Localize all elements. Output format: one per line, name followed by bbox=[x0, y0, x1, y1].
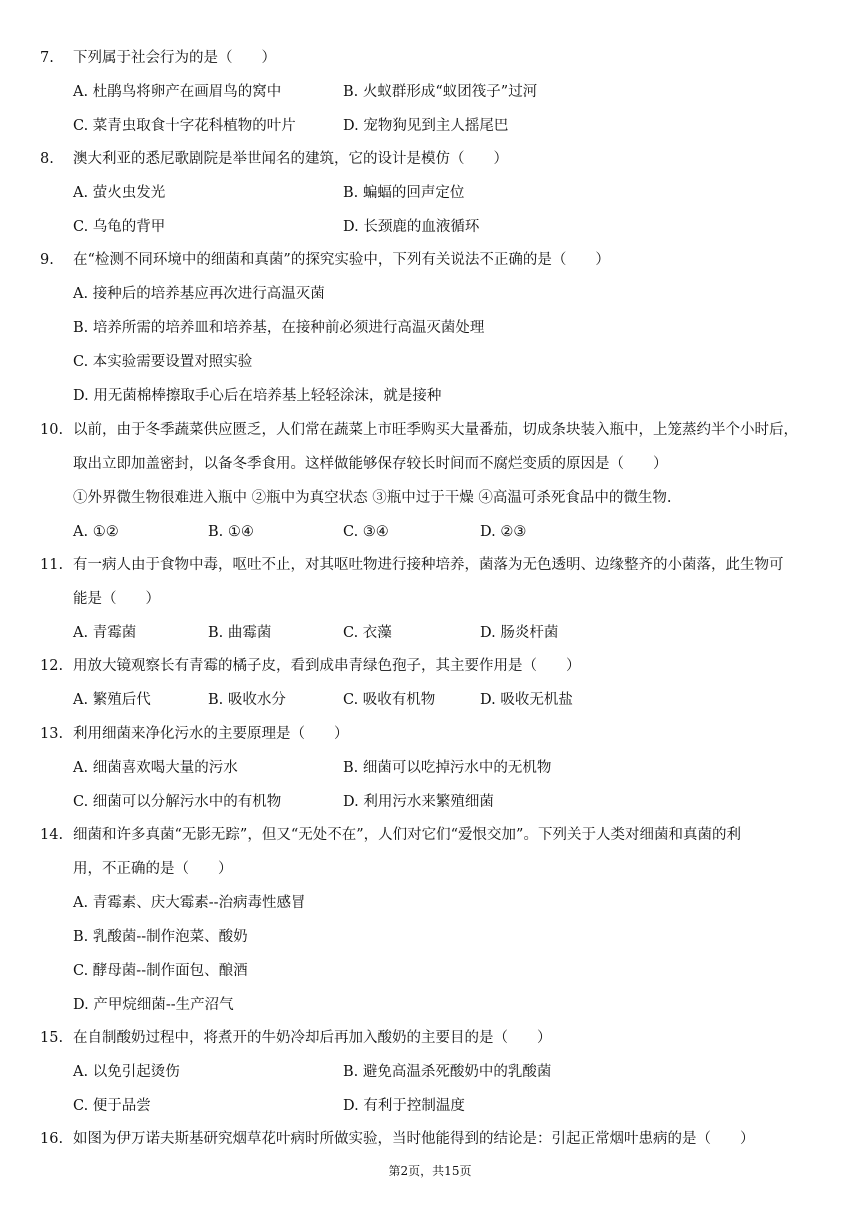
question-stem: 如图为伊万诺夫斯基研究烟草花叶病时所做实验，当时他能得到的结论是：引起正常烟叶患病的是（ ） bbox=[73, 1131, 755, 1147]
option-b[interactable]: B. 蝙蝠的回声定位 bbox=[343, 185, 465, 201]
question-stem: 澳大利亚的悉尼歌剧院是举世闻名的建筑，它的设计是模仿（ ） bbox=[73, 151, 508, 167]
option-a[interactable]: A. 细菌喜欢喝大量的污水 bbox=[73, 760, 238, 776]
option-c[interactable]: C. 便于品尝 bbox=[73, 1098, 151, 1114]
option-d[interactable]: D. 用无菌棉棒擦取手心后在培养基上轻轻涂沫，就是接种 bbox=[73, 388, 442, 404]
option-a[interactable]: A. 繁殖后代 bbox=[73, 692, 151, 708]
option-d[interactable]: D. 长颈鹿的血液循环 bbox=[343, 219, 480, 235]
statement-list: ①外界微生物很难进入瓶中 ②瓶中为真空状态 ③瓶中过于干燥 ④高温可杀死食品中的微生物. bbox=[73, 490, 672, 506]
option-a[interactable]: A. 接种后的培养基应再次进行高温灭菌 bbox=[73, 286, 325, 302]
question-13 bbox=[40, 724, 349, 744]
question-stem: 用放大镜观察长有青霉的橘子皮，看到成串青绿色孢子，其主要作用是（ ） bbox=[73, 658, 581, 674]
question-stem-continued: 取出立即加盖密封，以备冬季食用。这样做能够保存较长时间而不腐烂变质的原因是（ ） bbox=[73, 456, 668, 472]
option-d[interactable]: D. 产甲烷细菌--生产沼气 bbox=[73, 997, 234, 1013]
option-a[interactable]: A. 青霉菌 bbox=[73, 625, 137, 641]
question-stem: 细菌和许多真菌“无影无踪”，但又“无处不在”，人们对它们“爱恨交加”。下列关于人类对细菌和真菌的利 bbox=[73, 827, 741, 843]
question-stem-continued: 用，不正确的是（ ） bbox=[73, 861, 233, 877]
question-15 bbox=[40, 1028, 552, 1048]
option-b[interactable]: B. 培养所需的培养皿和培养基，在接种前必须进行高温灭菌处理 bbox=[73, 320, 485, 336]
option-a[interactable]: A. 萤火虫发光 bbox=[73, 185, 166, 201]
option-b[interactable]: B. 吸收水分 bbox=[208, 692, 286, 708]
question-14 bbox=[40, 825, 741, 845]
option-c[interactable]: C. 衣藻 bbox=[343, 625, 392, 641]
option-a[interactable]: A. 以免引起烫伤 bbox=[73, 1064, 180, 1080]
option-b[interactable]: B. 乳酸菌--制作泡菜、酸奶 bbox=[73, 929, 248, 945]
question-stem: 利用细菌来净化污水的主要原理是（ ） bbox=[73, 726, 349, 742]
option-c[interactable]: C. 酵母菌--制作面包、酿酒 bbox=[73, 963, 248, 979]
option-d[interactable]: D. 有利于控制温度 bbox=[343, 1098, 465, 1114]
question-7 bbox=[40, 48, 276, 68]
option-c[interactable]: C. 本实验需要设置对照实验 bbox=[73, 354, 253, 370]
question-stem: 以前，由于冬季蔬菜供应匮乏，人们常在蔬菜上市旺季购买大量番茄，切成条块装入瓶中，上笼蒸约半个小时后， bbox=[73, 422, 798, 438]
option-d[interactable]: D. 肠炎杆菌 bbox=[480, 625, 559, 641]
option-d[interactable]: D. 利用污水来繁殖细菌 bbox=[343, 794, 494, 810]
option-a[interactable]: A. 青霉素、庆大霉素--治病毒性感冒 bbox=[73, 895, 306, 911]
question-stem: 有一病人由于食物中毒，呕吐不止，对其呕吐物进行接种培养，菌落为无色透明、边缘整齐的小菌落，此生物可 bbox=[73, 557, 784, 573]
question-number: 8. bbox=[40, 151, 54, 167]
option-d[interactable]: D. ②③ bbox=[480, 524, 527, 540]
option-c[interactable]: C. 菜青虫取食十字花科植物的叶片 bbox=[73, 118, 296, 134]
question-stem: 下列属于社会行为的是（ ） bbox=[73, 50, 276, 66]
question-16 bbox=[40, 1129, 755, 1149]
question-number: 12. bbox=[40, 658, 64, 674]
question-number: 15. bbox=[40, 1030, 64, 1046]
question-10 bbox=[40, 420, 798, 440]
question-number: 9. bbox=[40, 252, 54, 268]
question-stem: 在“检测不同环境中的细菌和真菌”的探究实验中，下列有关说法不正确的是（ ） bbox=[73, 252, 610, 268]
option-b[interactable]: B. 火蚁群形成“蚁团筏子”过河 bbox=[343, 84, 538, 100]
question-9 bbox=[40, 250, 610, 270]
question-stem: 在自制酸奶过程中，将煮开的牛奶冷却后再加入酸奶的主要目的是（ ） bbox=[73, 1030, 552, 1046]
option-b[interactable]: B. 曲霉菌 bbox=[208, 625, 272, 641]
question-number: 7. bbox=[40, 50, 54, 66]
question-8 bbox=[40, 149, 508, 169]
page-footer: 第2页，共15页 bbox=[388, 1164, 472, 1178]
option-d[interactable]: D. 宠物狗见到主人摇尾巴 bbox=[343, 118, 509, 134]
question-number: 14. bbox=[40, 827, 64, 843]
option-c[interactable]: C. ③④ bbox=[343, 524, 389, 540]
option-a[interactable]: A. ①② bbox=[73, 524, 119, 540]
question-number: 16. bbox=[40, 1131, 64, 1147]
option-c[interactable]: C. 细菌可以分解污水中的有机物 bbox=[73, 794, 282, 810]
option-b[interactable]: B. 避免高温杀死酸奶中的乳酸菌 bbox=[343, 1064, 552, 1080]
question-11 bbox=[40, 555, 784, 575]
option-d[interactable]: D. 吸收无机盐 bbox=[480, 692, 573, 708]
option-a[interactable]: A. 杜鹃鸟将卵产在画眉鸟的窝中 bbox=[73, 84, 282, 100]
question-number: 13. bbox=[40, 726, 64, 742]
question-stem-continued: 能是（ ） bbox=[73, 591, 160, 607]
question-12 bbox=[40, 656, 581, 676]
option-b[interactable]: B. ①④ bbox=[208, 524, 254, 540]
question-number: 10. bbox=[40, 422, 64, 438]
option-c[interactable]: C. 乌龟的背甲 bbox=[73, 219, 166, 235]
question-number: 11. bbox=[40, 557, 64, 573]
option-b[interactable]: B. 细菌可以吃掉污水中的无机物 bbox=[343, 760, 552, 776]
option-c[interactable]: C. 吸收有机物 bbox=[343, 692, 436, 708]
